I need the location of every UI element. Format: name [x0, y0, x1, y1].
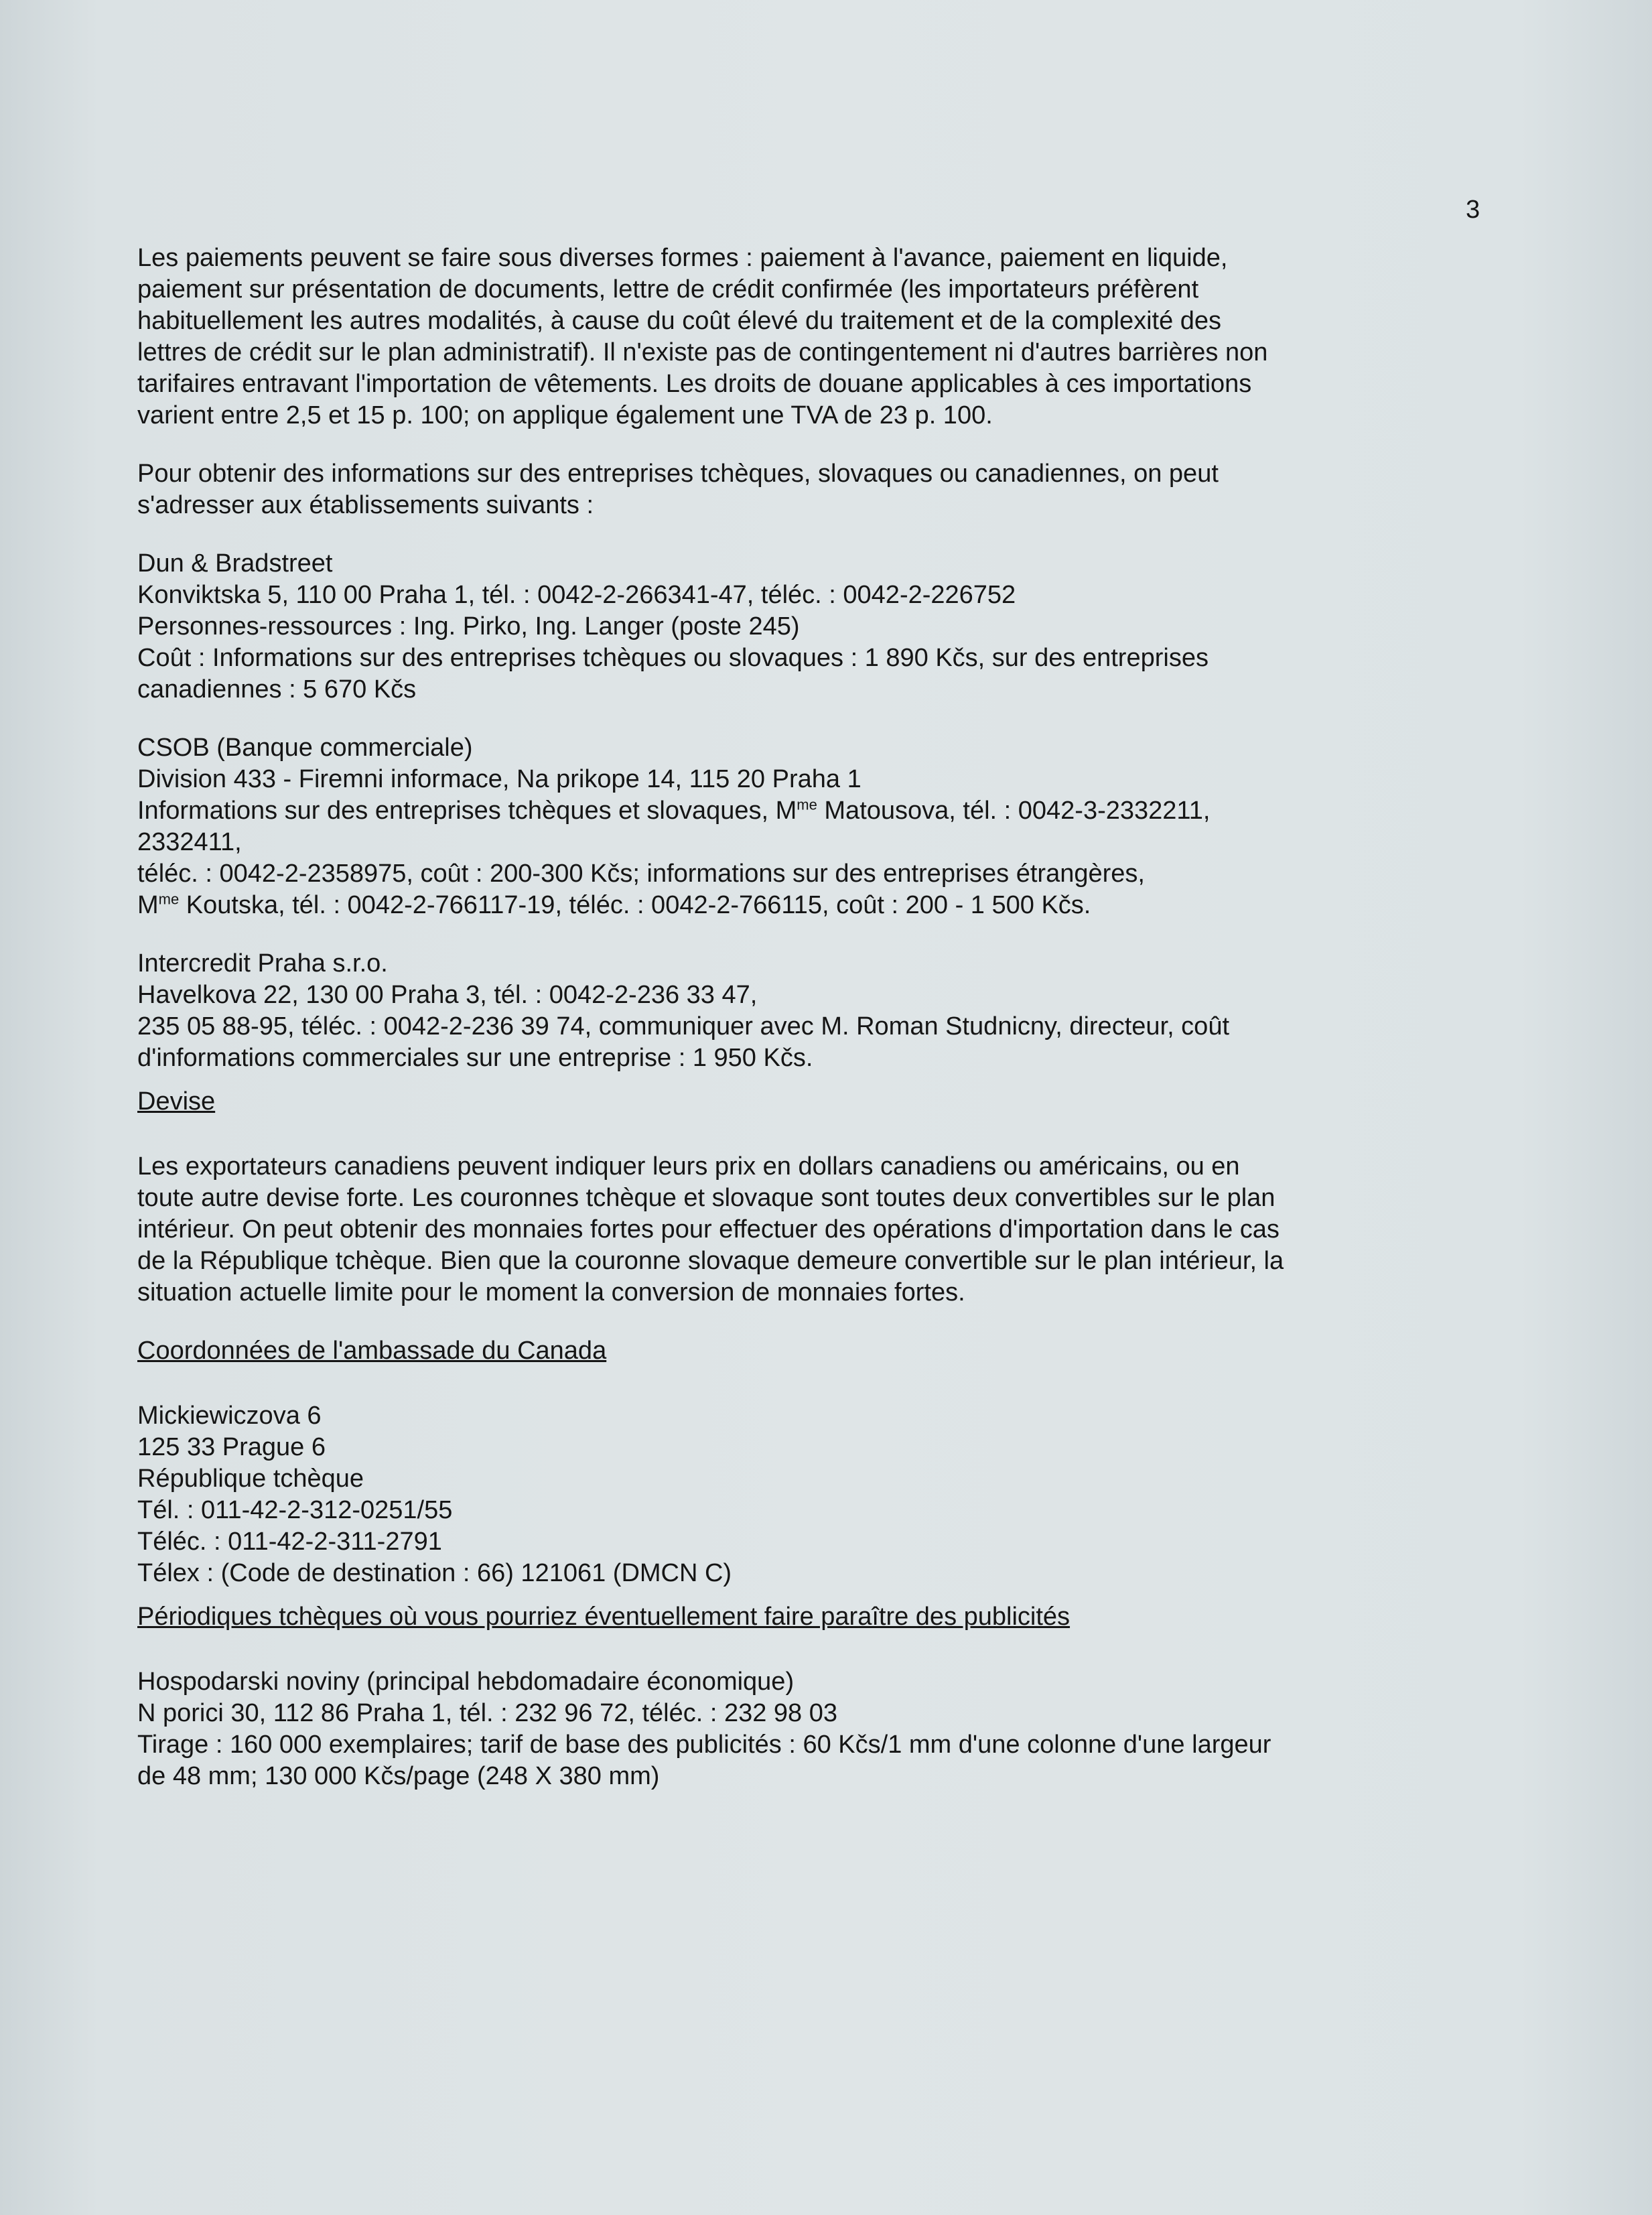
organization-info [137, 795, 1460, 827]
text-line: de 48 mm; 130 000 Kčs/page (248 X 380 mm) [137, 1762, 660, 1790]
text-fragment: Matousova, tél. : 0042-3-2332211, [817, 797, 1211, 825]
page-number: 3 [1466, 196, 1481, 224]
organization-info: d'informations commerciales sur une entreprise : 1 950 Kčs. [137, 1044, 813, 1072]
superscript: me [797, 796, 817, 813]
text-fragment: Koutska, tél. : 0042-2-766117-19, téléc. : 0042-2-766115, coût : 200 - 1 500 Kčs. [179, 891, 1091, 919]
section-heading-periodicals: Périodiques tchèques où vous pourriez éventuellement faire paraître des publicités [137, 1603, 1071, 1631]
organization-info: téléc. : 0042-2-2358975, coût : 200-300 Kčs; informations sur des entreprises étrangères, [137, 860, 1145, 888]
section-heading-embassy: Coordonnées de l'ambassade du Canada [137, 1337, 607, 1365]
text-line: lettres de crédit sur le plan administratif). Il n'existe pas de contingentement ni d'autres barrières non [137, 338, 1268, 366]
text-line: toute autre devise forte. Les couronnes tchèque et slovaque sont toutes deux convertibles sur le plan [137, 1184, 1276, 1212]
payment-paragraph [137, 243, 1460, 431]
text-line: s'adresser aux établissements suivants : [137, 491, 594, 519]
periodicals-section [137, 1601, 1460, 1792]
organization-info: 235 05 88-95, téléc. : 0042-2-236 39 74, communiquer avec M. Roman Studnicny, directeur, coût [137, 1012, 1230, 1041]
section-heading-devise: Devise [137, 1087, 216, 1116]
organization-name: Intercredit Praha s.r.o. [137, 949, 388, 978]
fax-line: Téléc. : 011-42-2-311-2791 [137, 1528, 442, 1556]
text-fragment: Informations sur des entreprises tchèques et slovaques, M [137, 797, 797, 825]
text-line: Pour obtenir des informations sur des entreprises tchèques, slovaques ou canadiennes, on peut [137, 460, 1219, 488]
text-line: tarifaires entravant l'importation de vêtements. Les droits de douane applicables à ces importations [137, 370, 1252, 398]
superscript: me [158, 890, 180, 908]
dun-bradstreet-entry [137, 548, 1460, 706]
embassy-section [137, 1335, 1460, 1589]
organization-info [137, 890, 1460, 921]
text-line: situation actuelle limite pour le moment la conversion de monnaies fortes. [137, 1278, 965, 1306]
text-fragment: M [137, 891, 159, 919]
text-line: Tirage : 160 000 exemplaires; tarif de base des publicités : 60 Kčs/1 mm d'une colonne d'une largeur [137, 1731, 1271, 1759]
text-line: intérieur. On peut obtenir des monnaies fortes pour effectuer des opérations d'importation dans le cas [137, 1215, 1280, 1244]
sources-paragraph [137, 458, 1460, 521]
text-line: Hospodarski noviny (principal hebdomadaire économique) [137, 1668, 795, 1696]
text-line: de la République tchèque. Bien que la couronne slovaque demeure convertible sur le plan intérieur, la [137, 1247, 1284, 1275]
organization-name: CSOB (Banque commerciale) [137, 734, 473, 762]
organization-contacts: Personnes-ressources : Ing. Pirko, Ing. Langer (poste 245) [137, 612, 800, 641]
text-line: habituellement les autres modalités, à cause du coût élevé du traitement et de la complexité des [137, 307, 1222, 335]
text-line: varient entre 2,5 et 15 p. 100; on applique également une TVA de 23 p. 100. [137, 401, 993, 429]
text-line: paiement sur présentation de documents, lettre de crédit confirmée (les importateurs préfèrent [137, 275, 1199, 304]
document-body [137, 243, 1460, 1819]
telex-line: Télex : (Code de destination : 66) 121061 (DMCN C) [137, 1559, 732, 1587]
text-line: Les paiements peuvent se faire sous diverses formes : paiement à l'avance, paiement en liquide, [137, 244, 1228, 272]
organization-division: Division 433 - Firemni informace, Na prikope 14, 115 20 Praha 1 [137, 765, 862, 793]
organization-info: 2332411, [137, 828, 242, 856]
organization-address: Havelkova 22, 130 00 Praha 3, tél. : 0042-2-236 33 47, [137, 981, 758, 1009]
devise-section [137, 1086, 1460, 1308]
address-line: Mickiewiczova 6 [137, 1402, 322, 1430]
organization-address: Konviktska 5, 110 00 Praha 1, tél. : 0042-2-266341-47, téléc. : 0042-2-226752 [137, 581, 1016, 609]
address-line: 125 33 Prague 6 [137, 1433, 326, 1461]
organization-name: Dun & Bradstreet [137, 549, 333, 578]
intercredit-entry [137, 948, 1460, 1074]
organization-cost: Coût : Informations sur des entreprises tchèques ou slovaques : 1 890 Kčs, sur des entreprises [137, 644, 1209, 672]
text-line: Les exportateurs canadiens peuvent indiquer leurs prix en dollars canadiens ou américains, ou en [137, 1152, 1240, 1181]
phone-line: Tél. : 011-42-2-312-0251/55 [137, 1496, 453, 1524]
organization-cost: canadiennes : 5 670 Kčs [137, 675, 417, 703]
csob-entry [137, 732, 1460, 921]
address-line: République tchèque [137, 1465, 364, 1493]
text-line: N porici 30, 112 86 Praha 1, tél. : 232 96 72, téléc. : 232 98 03 [137, 1699, 837, 1727]
